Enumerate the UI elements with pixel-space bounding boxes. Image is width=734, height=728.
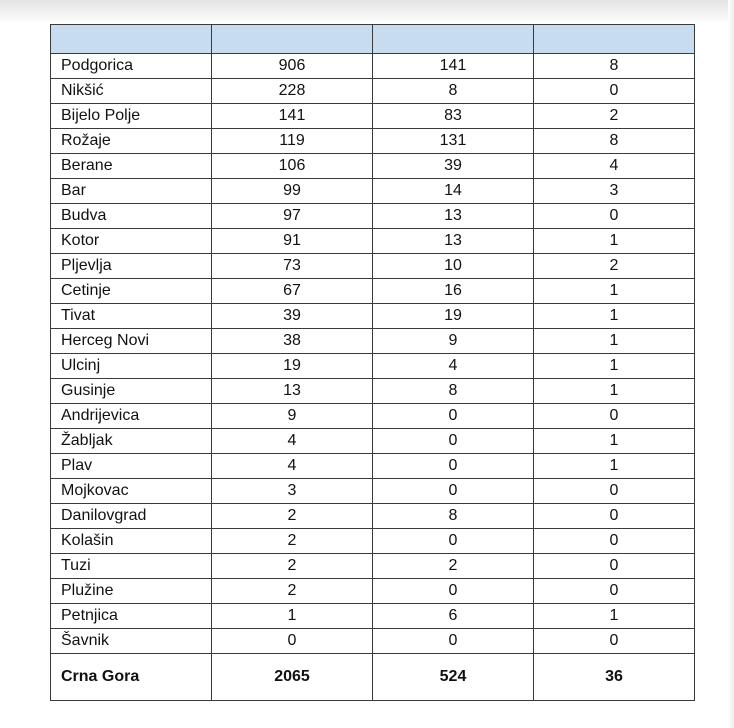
value-cell-col3: 13 (373, 229, 534, 254)
table-header (51, 25, 695, 54)
value-cell-col3: 8 (373, 79, 534, 104)
value-cell-col4: 4 (534, 154, 695, 179)
value-cell-col4: 1 (534, 279, 695, 304)
value-cell-col4: 0 (534, 204, 695, 229)
table-row (51, 429, 695, 454)
value-cell-col2: 67 (212, 279, 373, 304)
table-row (51, 104, 695, 129)
municipality-name-cell: Berane (51, 154, 212, 179)
value-cell-col3: 141 (373, 54, 534, 79)
value-cell-col3: 4 (373, 354, 534, 379)
value-cell-col4: 0 (534, 579, 695, 604)
value-cell-col4: 1 (534, 604, 695, 629)
value-cell-col4: 1 (534, 354, 695, 379)
municipality-name-cell: Bijelo Polje (51, 104, 212, 129)
table-row (51, 279, 695, 304)
table-row (51, 79, 695, 104)
value-cell-col3: 0 (373, 529, 534, 554)
value-cell-col2: 4 (212, 454, 373, 479)
value-cell-col4: 0 (534, 629, 695, 654)
value-cell-col4: 8 (534, 129, 695, 154)
municipality-name-cell: Podgorica (51, 54, 212, 79)
value-cell-col2: 228 (212, 79, 373, 104)
municipality-table (50, 24, 695, 701)
municipality-name-cell: Budva (51, 204, 212, 229)
value-cell-col2: 9 (212, 404, 373, 429)
value-cell-col3: 524 (373, 654, 534, 701)
table-row (51, 504, 695, 529)
value-cell-col3: 0 (373, 479, 534, 504)
value-cell-col3: 0 (373, 429, 534, 454)
value-cell-col2: 906 (212, 54, 373, 79)
municipality-name-cell: Gusinje (51, 379, 212, 404)
value-cell-col4: 0 (534, 404, 695, 429)
value-cell-col3: 6 (373, 604, 534, 629)
municipality-name-cell: Bar (51, 179, 212, 204)
value-cell-col3: 39 (373, 154, 534, 179)
table-body (51, 54, 695, 701)
table-row (51, 154, 695, 179)
value-cell-col4: 3 (534, 179, 695, 204)
value-cell-col2: 13 (212, 379, 373, 404)
value-cell-col2: 38 (212, 329, 373, 354)
value-cell-col3: 9 (373, 329, 534, 354)
value-cell-col3: 19 (373, 304, 534, 329)
value-cell-col4: 0 (534, 554, 695, 579)
table-row (51, 204, 695, 229)
value-cell-col3: 8 (373, 379, 534, 404)
value-cell-col2: 99 (212, 179, 373, 204)
value-cell-col4: 1 (534, 379, 695, 404)
value-cell-col4: 2 (534, 104, 695, 129)
municipality-name-cell: Kolašin (51, 529, 212, 554)
municipality-name-cell: Tuzi (51, 554, 212, 579)
value-cell-col3: 0 (373, 404, 534, 429)
header-row (51, 25, 695, 54)
value-cell-col2: 141 (212, 104, 373, 129)
table-row (51, 479, 695, 504)
value-cell-col2: 2 (212, 554, 373, 579)
municipality-name-cell: Danilovgrad (51, 504, 212, 529)
total-row (51, 654, 695, 701)
value-cell-col3: 0 (373, 629, 534, 654)
municipality-name-cell: Mojkovac (51, 479, 212, 504)
municipality-name-cell: Kotor (51, 229, 212, 254)
municipality-name-cell: Andrijevica (51, 404, 212, 429)
value-cell-col3: 0 (373, 454, 534, 479)
value-cell-col3: 2 (373, 554, 534, 579)
value-cell-col3: 131 (373, 129, 534, 154)
value-cell-col2: 2 (212, 529, 373, 554)
table-row (51, 254, 695, 279)
municipality-name-cell: Plav (51, 454, 212, 479)
table-row (51, 354, 695, 379)
value-cell-col2: 4 (212, 429, 373, 454)
value-cell-col2: 2 (212, 579, 373, 604)
municipality-name-cell: Cetinje (51, 279, 212, 304)
municipality-name-cell: Herceg Novi (51, 329, 212, 354)
value-cell-col4: 0 (534, 479, 695, 504)
municipality-name-cell: Žabljak (51, 429, 212, 454)
table-row (51, 129, 695, 154)
value-cell-col4: 0 (534, 79, 695, 104)
value-cell-col3: 0 (373, 579, 534, 604)
value-cell-col3: 10 (373, 254, 534, 279)
header-cell-1 (51, 25, 212, 54)
municipality-name-cell: Ulcinj (51, 354, 212, 379)
table-row (51, 379, 695, 404)
value-cell-col2: 3 (212, 479, 373, 504)
value-cell-col4: 1 (534, 429, 695, 454)
value-cell-col4: 0 (534, 504, 695, 529)
value-cell-col4: 1 (534, 229, 695, 254)
value-cell-col4: 1 (534, 304, 695, 329)
window-right-shadow (728, 0, 734, 728)
municipality-name-cell: Plužine (51, 579, 212, 604)
municipality-name-cell: Rožaje (51, 129, 212, 154)
value-cell-col4: 1 (534, 454, 695, 479)
value-cell-col3: 8 (373, 504, 534, 529)
table-row (51, 404, 695, 429)
table-row (51, 304, 695, 329)
municipality-name-cell: Šavnik (51, 629, 212, 654)
municipality-name-cell: Pljevlja (51, 254, 212, 279)
table-row (51, 229, 695, 254)
value-cell-col3: 16 (373, 279, 534, 304)
table-row (51, 604, 695, 629)
header-cell-3 (373, 25, 534, 54)
municipality-name-cell: Nikšić (51, 79, 212, 104)
value-cell-col4: 0 (534, 529, 695, 554)
table-row (51, 179, 695, 204)
value-cell-col2: 2 (212, 504, 373, 529)
value-cell-col3: 83 (373, 104, 534, 129)
header-cell-2 (212, 25, 373, 54)
municipality-name-cell: Tivat (51, 304, 212, 329)
value-cell-col2: 39 (212, 304, 373, 329)
value-cell-col2: 1 (212, 604, 373, 629)
table-row (51, 629, 695, 654)
value-cell-col2: 73 (212, 254, 373, 279)
header-cell-4 (534, 25, 695, 54)
value-cell-col2: 106 (212, 154, 373, 179)
municipality-name-cell: Petnjica (51, 604, 212, 629)
value-cell-col2: 91 (212, 229, 373, 254)
table-row (51, 454, 695, 479)
value-cell-col2: 19 (212, 354, 373, 379)
table-row (51, 554, 695, 579)
value-cell-col3: 13 (373, 204, 534, 229)
table-row (51, 529, 695, 554)
window-top-shadow (0, 0, 734, 24)
value-cell-col4: 1 (534, 329, 695, 354)
value-cell-col2: 97 (212, 204, 373, 229)
value-cell-col4: 8 (534, 54, 695, 79)
municipality-name-cell: Crna Gora (51, 654, 212, 701)
value-cell-col2: 0 (212, 629, 373, 654)
table-row (51, 579, 695, 604)
table-row (51, 329, 695, 354)
value-cell-col4: 36 (534, 654, 695, 701)
table-row (51, 54, 695, 79)
value-cell-col4: 2 (534, 254, 695, 279)
value-cell-col3: 14 (373, 179, 534, 204)
value-cell-col2: 2065 (212, 654, 373, 701)
value-cell-col2: 119 (212, 129, 373, 154)
